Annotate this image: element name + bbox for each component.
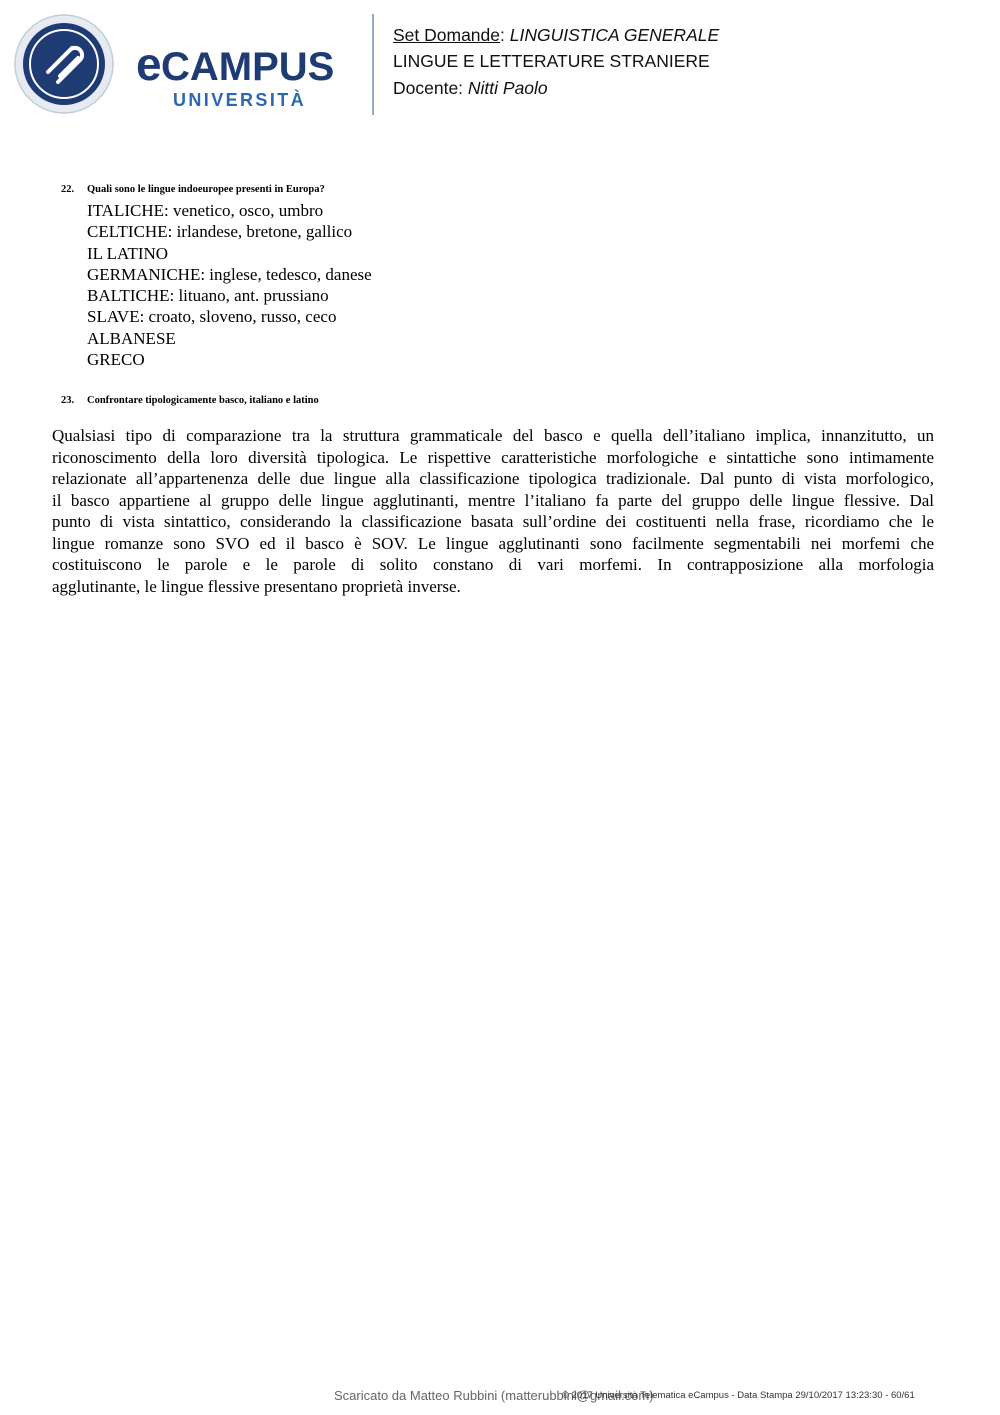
answer-23	[52, 425, 934, 597]
copyright-line: © 2017 Università Telematica eCampus - Data Stampa 29/10/2017 13:23:30 - 60/61	[562, 1390, 915, 1401]
answer-line: CELTICHE: irlandese, bretone, gallico	[87, 222, 353, 242]
docente-label: Docente:	[393, 78, 468, 98]
question-number: 22.	[61, 184, 75, 195]
answer-line: SLAVE: croato, sloveno, russo, ceco	[87, 307, 337, 327]
paragraph-line: lingue romanze sono SVO ed il basco è SOV. Le lingue agglutinanti sono facilmente segmentabili nei morfemi che	[52, 533, 934, 553]
set-separator: :	[500, 25, 510, 45]
answer-22	[87, 200, 372, 370]
answer-line: ITALICHE: venetico, osco, umbro	[87, 201, 324, 220]
paragraph-line: il basco appartiene al gruppo delle lingue agglutinanti, mentre l’italiano fa parte del gruppo delle lingue flessive. Dal	[52, 490, 934, 510]
header-divider	[372, 14, 374, 115]
answer-line: GERMANICHE: inglese, tedesco, danese	[87, 264, 372, 284]
question-text: Quali sono le lingue indoeuropee presenti in Europa?	[87, 184, 325, 195]
set-title-line	[393, 22, 719, 49]
docente-name: Nitti Paolo	[467, 78, 548, 98]
logo-e-glyph: e	[136, 38, 162, 90]
logo-brand-text: CAMPUS	[161, 45, 335, 89]
set-label: Set Domande	[393, 25, 501, 45]
logo-sub-text: UNIVERSITÀ	[173, 90, 307, 110]
paragraph-line: punto di vista sintattico, considerando la classificazione basata sull’ordine dei costituenti nella frase, ricordiamo che le	[52, 512, 934, 531]
paragraph-line: Qualsiasi tipo di comparazione tra la struttura grammaticale del basco e quella dell’italiano implica, innanzitutto, un	[52, 426, 934, 445]
answer-line: ALBANESE	[87, 328, 176, 348]
paragraph-line: riconoscimento della loro diversità tipologica. Le rispettive caratteristiche morfologiche e sintattiche sono intimamente	[52, 447, 934, 467]
ecampus-logo	[14, 14, 359, 118]
question-number: 23.	[61, 395, 75, 406]
question-22	[61, 184, 325, 195]
docente-line	[393, 75, 548, 102]
question-text: Confrontare tipologicamente basco, italiano e latino	[87, 395, 319, 406]
answer-line: GRECO	[87, 350, 145, 370]
paragraph-line: costituiscono le parole e le parole di solito constano di vari morfemi. In contrapposizione alla morfologia	[52, 555, 934, 574]
question-23	[61, 395, 319, 406]
paragraph-line: relazionate all’appartenenza delle due lingue alla classificazione tipologica tradizionale. Dal punto di vista morfologico,	[52, 469, 934, 488]
download-note: Scaricato da Matteo Rubbini (matterubbini@gmail.com)	[334, 1388, 654, 1403]
answer-line: BALTICHE: lituano, ant. prussiano	[87, 286, 329, 306]
program-name: LINGUE E LETTERATURE STRANIERE	[393, 51, 710, 71]
ecampus-logo-icon	[14, 14, 359, 118]
answer-line: IL LATINO	[87, 243, 169, 263]
paragraph-line: agglutinante, le lingue flessive presentano proprietà inverse.	[52, 576, 461, 596]
course-name: LINGUISTICA GENERALE	[509, 25, 720, 45]
